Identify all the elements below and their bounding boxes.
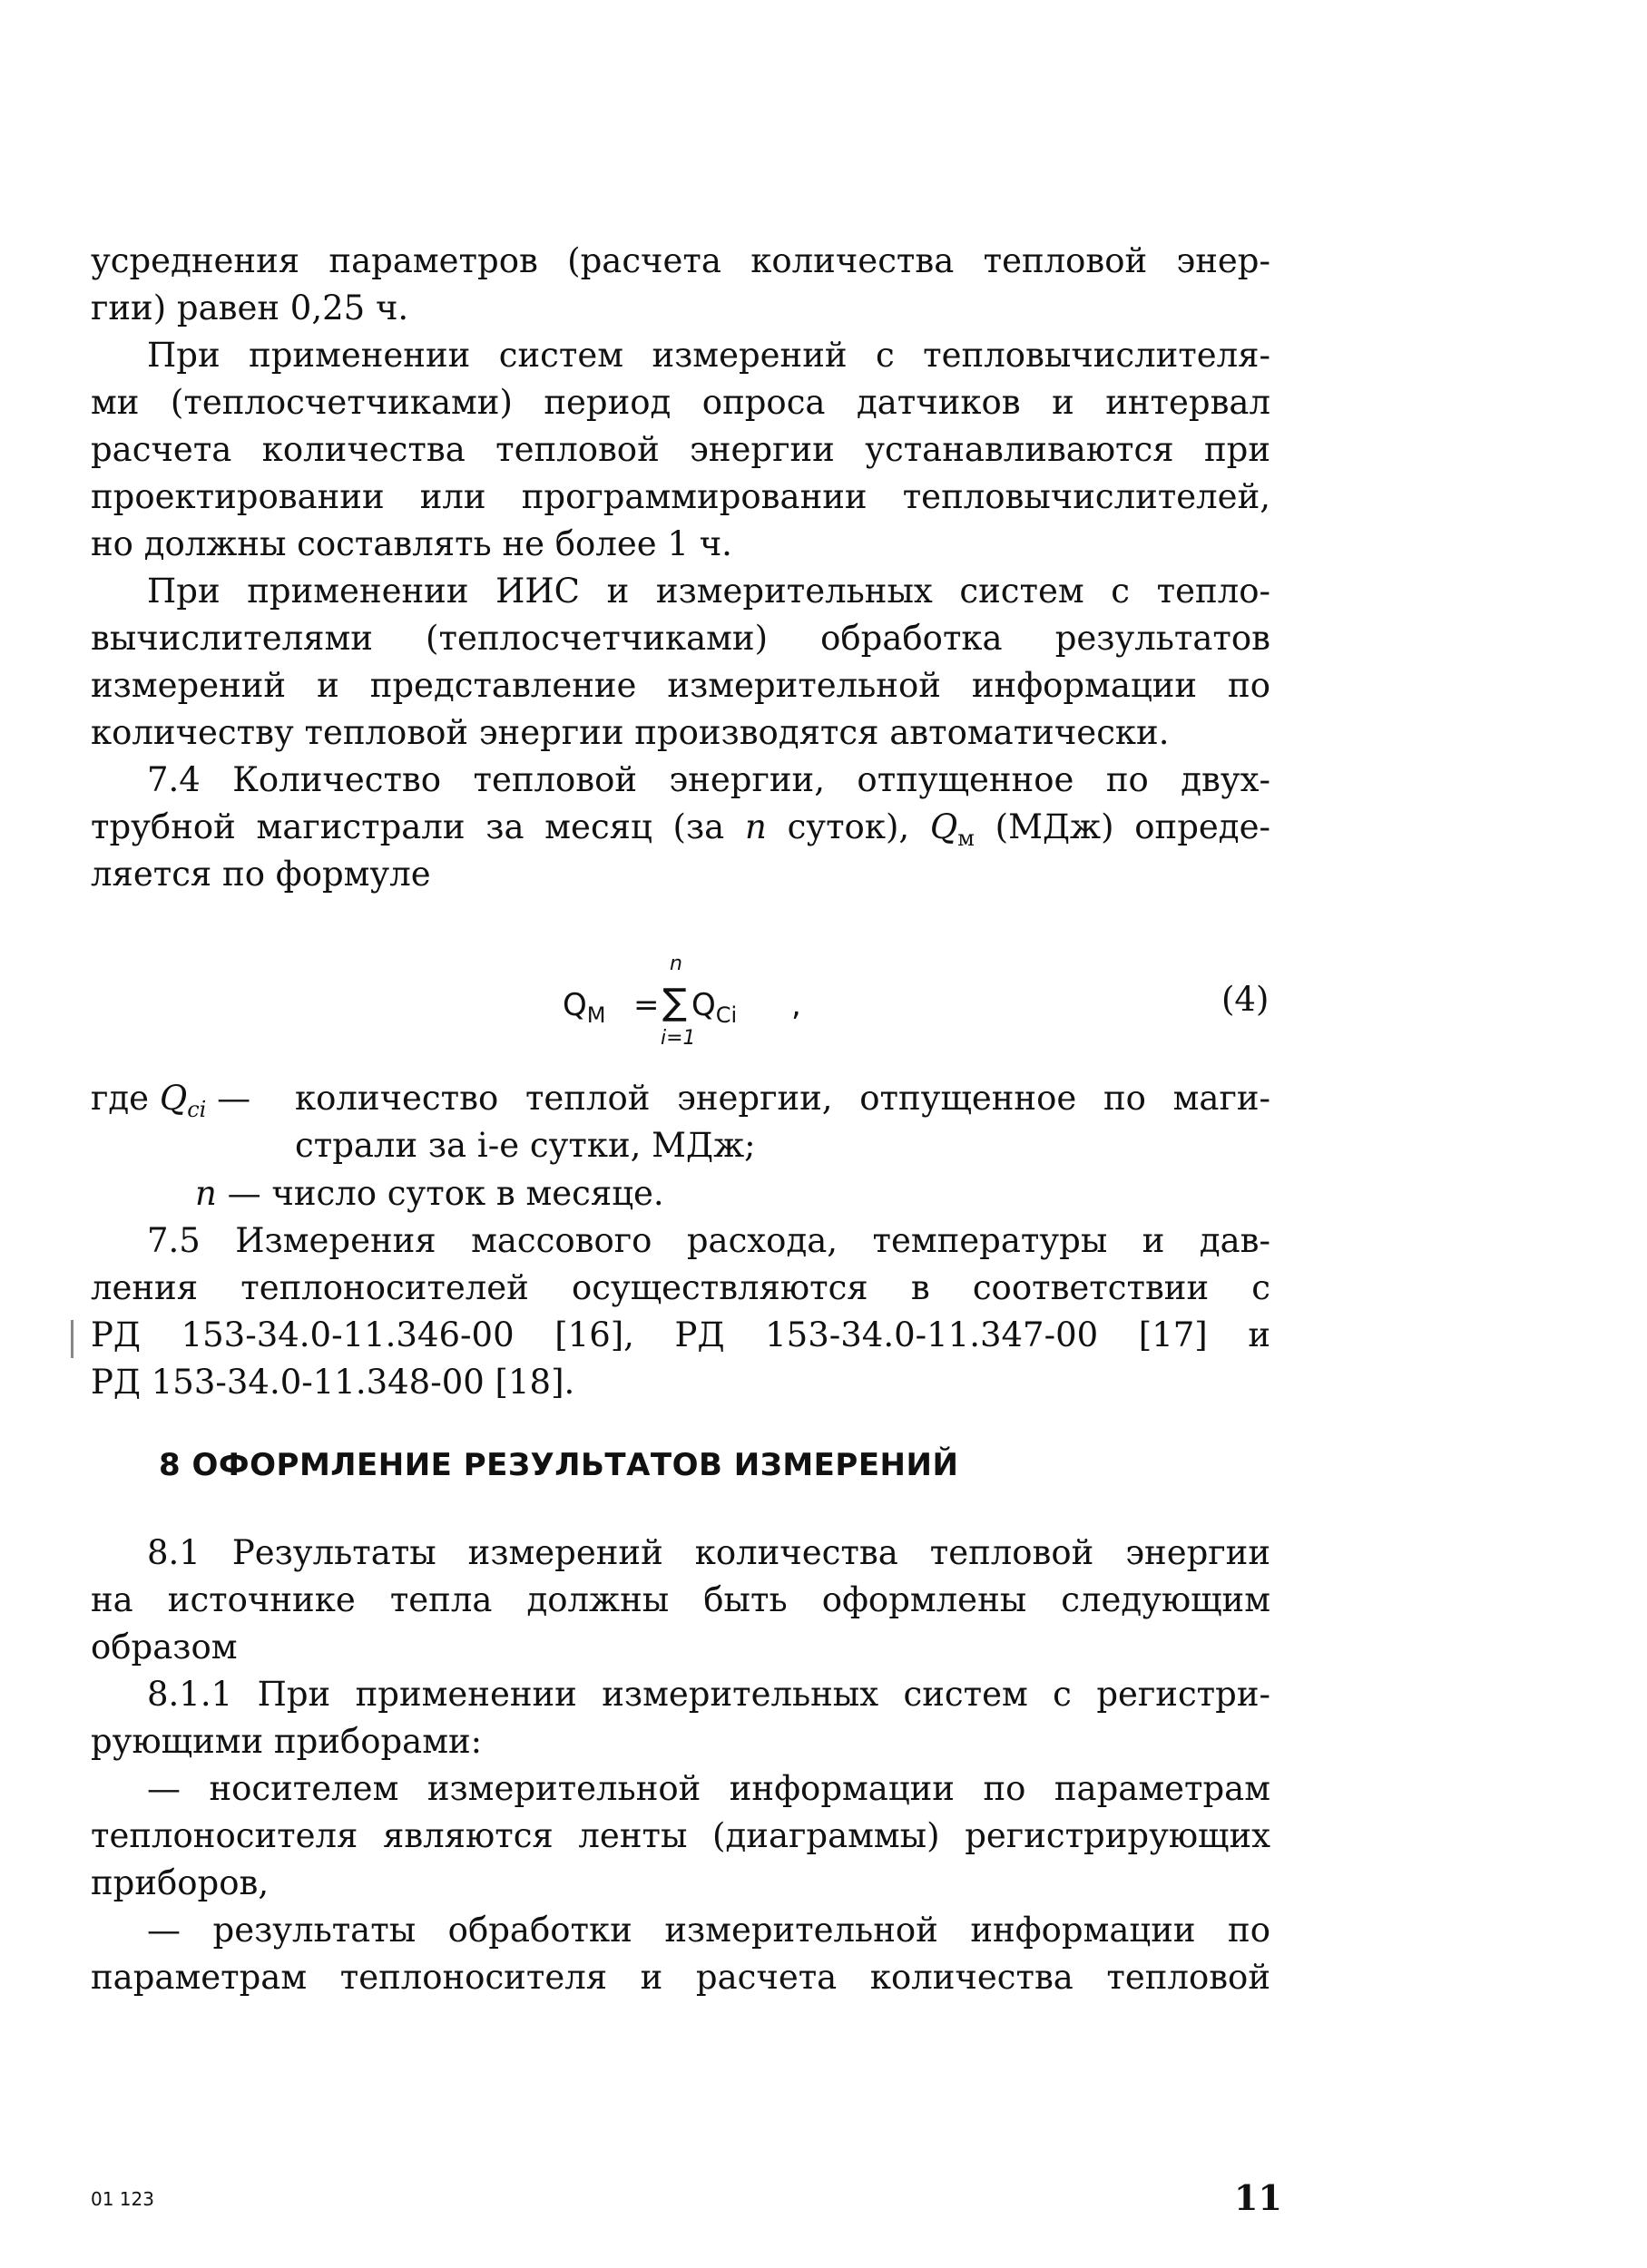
text-line: 8.1 Результаты измерений количества тепловой энергии (147, 1533, 1270, 1572)
where-q-definition (295, 1075, 1270, 1169)
text-line: образом (91, 1628, 238, 1667)
sum-lower-limit: i=1 (661, 1027, 696, 1050)
text-line: рующими приборами: (91, 1722, 483, 1761)
text-line: усреднения параметров (расчета количества тепловой энер- (91, 241, 1270, 280)
text-line: измерений и представление измерительной информации по (91, 666, 1270, 705)
text-line: количество теплой энергии, отпущенное по маги- (295, 1079, 1270, 1118)
paragraph-8-1 (91, 1530, 1270, 1671)
list-item-2 (91, 1907, 1270, 2001)
paragraph-averaging (91, 238, 1270, 332)
page-number: 11 (1234, 2177, 1282, 2218)
where-n-row: n — число суток в месяце. (195, 1174, 664, 1213)
text-line: РД 153-34.0-11.346-00 [16], РД 153-34.0-11.347-00 [17] и (91, 1315, 1270, 1354)
text-line: 7.4 Количество тепловой энергии, отпущенное по двух- (147, 760, 1270, 799)
text-line: теплоносителя являются ленты (диаграммы) регистрирующих (91, 1816, 1270, 1855)
text-line: ми (теплосчетчиками) период опроса датчиков и интервал (91, 383, 1270, 422)
formula-lhs: $Q_М$ (563, 987, 606, 1028)
equation-number: (4) (1221, 980, 1270, 1019)
text-line: проектировании или программировании тепловычислителей, (91, 477, 1270, 516)
paragraph-iis (91, 568, 1270, 757)
formula-4 (563, 953, 835, 1052)
paragraph-7-4 (91, 757, 1270, 898)
text-line: страли за i-е сутки, МДж; (295, 1126, 756, 1165)
text-line: вычислителями (теплосчетчиками) обработка результатов (91, 619, 1270, 658)
paragraph-heat-calculators (91, 332, 1270, 568)
section-heading-8: 8 ОФОРМЛЕНИЕ РЕЗУЛЬТАТОВ ИЗМЕРЕНИЙ (159, 1447, 959, 1483)
list-item-1 (91, 1765, 1270, 1907)
formula-equals: = (633, 987, 660, 1023)
formula-term: $Q_{Ci}$ (691, 987, 738, 1028)
footer-code: 01 123 (91, 2188, 154, 2210)
sum-upper-limit: n (670, 953, 682, 975)
text-line: приборов, (91, 1863, 270, 1902)
text-line: При применении ИИС и измерительных систем с тепло- (147, 572, 1270, 611)
text-line: При применении систем измерений с тепловычислителя- (147, 336, 1270, 375)
text-line: 8.1.1 При применении измерительных систем с регистри- (147, 1675, 1270, 1714)
text-line: гии) равен 0,25 ч. (91, 288, 409, 327)
text-line: ляется по формуле (91, 855, 431, 894)
text-line: ления теплоносителей осуществляются в соответствии с (91, 1268, 1270, 1307)
text-line: но должны составлять не более 1 ч. (91, 524, 732, 563)
text-line: — результаты обработки измерительной информации по (147, 1911, 1270, 1950)
sigma-symbol: ∑ (662, 982, 687, 1023)
text-line: 7.5 Измерения массового расхода, температуры и дав- (147, 1221, 1270, 1260)
text-line: — носителем измерительной информации по параметрам (147, 1769, 1270, 1808)
where-q-row: где $Q_{ci}$ — (91, 1079, 251, 1122)
text-line: количеству тепловой энергии производятся автоматически. (91, 713, 1170, 752)
text-line: расчета количества тепловой энергии устанавливаются при (91, 430, 1270, 469)
paragraph-7-5 (91, 1217, 1270, 1406)
formula-comma: , (791, 987, 801, 1023)
text-line: РД 153-34.0-11.348-00 [18]. (91, 1363, 575, 1402)
text-line: параметрам теплоносителя и расчета количества тепловой (91, 1958, 1270, 1997)
text-line: трубной магистрали за месяц (за n суток), $Q_м$ (МДж) опреде- (91, 807, 1270, 851)
scan-artifact (71, 1320, 74, 1358)
paragraph-8-1-1 (91, 1671, 1270, 1765)
text-line: на источнике тепла должны быть оформлены следующим (91, 1580, 1270, 1619)
